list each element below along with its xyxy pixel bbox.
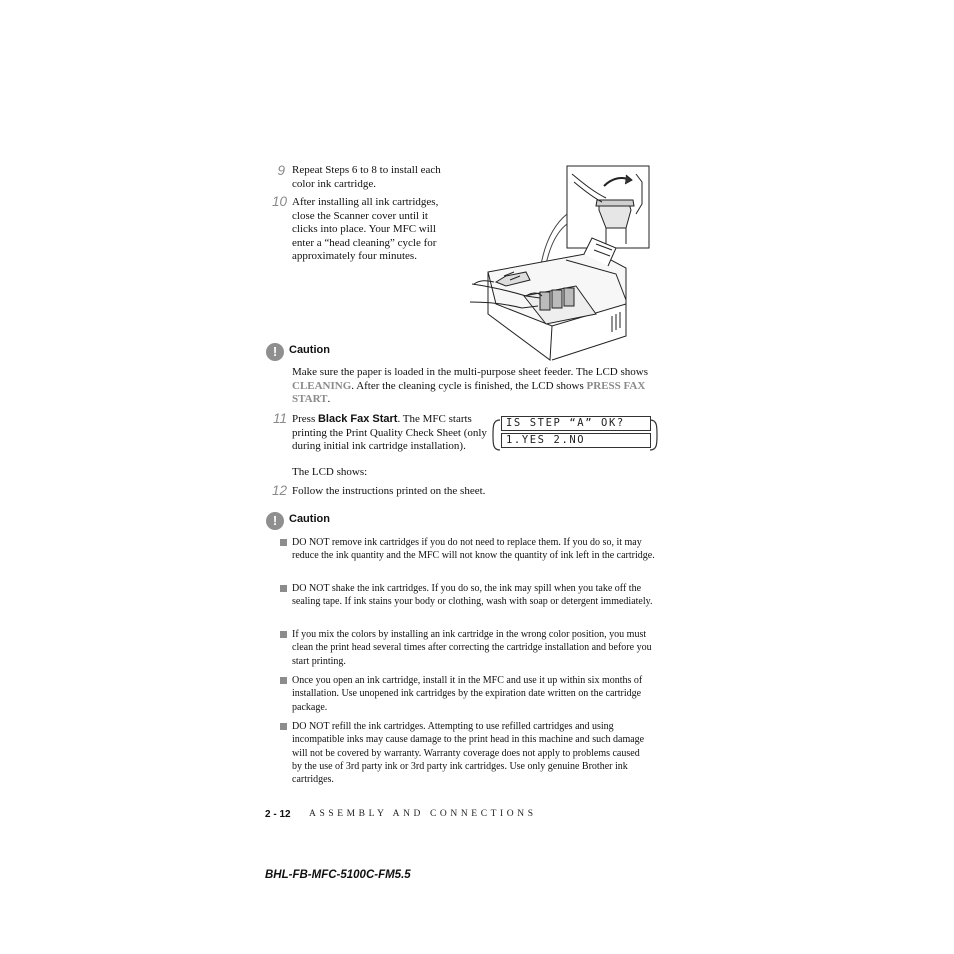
lcd-line-2: 1.YES 2.NO: [501, 433, 651, 448]
black-fax-start-key: Black Fax Start: [317, 413, 398, 425]
lcd-message-press-fax-start: PRESS FAX START: [292, 379, 646, 405]
page-number: 2 - 12: [265, 809, 291, 820]
caution-icon: !: [266, 343, 284, 361]
caution-title: Caution: [289, 344, 330, 356]
lcd-shows-label: The LCD shows:: [292, 466, 368, 478]
caution-title: Caution: [289, 513, 330, 525]
caution-1-text: Make sure the paper is loaded in the multi-purpose sheet feeder. The LCD shows CLEANING. After the cleaning cycle is finished, the LCD shows PRESS FAX START.: [292, 366, 648, 405]
lcd-line-1: IS STEP “A” OK?: [501, 416, 651, 431]
bullet-square: [280, 723, 287, 730]
ink-cartridge-installation-illustration: [466, 164, 660, 362]
bullet-square: [280, 677, 287, 684]
caution-bullet-2: DO NOT shake the ink cartridges. If you do so, the ink may spill when you take off the sealing tape. If ink stains your body or clothing, wash with soap or detergent immediately.: [292, 583, 653, 608]
caution-icon: !: [266, 512, 284, 530]
step-number-11: 11: [272, 411, 287, 426]
caution-bullet-1: DO NOT remove ink cartridges if you do not need to replace them. If you do so, it may reduce the ink quantity and the MFC will not know the quantity of ink left in the cartridge.: [292, 537, 655, 562]
section-title: ASSEMBLY AND CONNECTIONS: [309, 809, 537, 819]
step-number-9: 9: [277, 163, 285, 178]
step-9-text: Repeat Steps 6 to 8 to install each color ink cartridge.: [292, 164, 441, 190]
step-12-text: Follow the instructions printed on the sheet.: [292, 485, 486, 497]
caution-bullet-4: Once you open an ink cartridge, install it in the MFC and use it up within six months of installation. Use unopened ink cartridges by the expiration date written on the cartridge package.: [292, 675, 643, 713]
step-number-10: 10: [271, 194, 287, 209]
bullet-square: [280, 631, 287, 638]
lcd-message-cleaning: CLEANING: [292, 379, 352, 392]
step-number-12: 12: [271, 483, 287, 498]
bullet-square: [280, 585, 287, 592]
caution-bullet-5: DO NOT refill the ink cartridges. Attempting to use refilled cartridges and using incompatible inks may cause damage to the print head in this machine and such damage will not be covered by warranty. Warranty coverage does not apply to problems caused by the use of 3rd party ink or 3rd party ink cartridges. Use only genuine Brother ink cartridges.: [292, 721, 645, 786]
step-11-text: Press Black Fax Start. The MFC starts printing the Print Quality Check Sheet (only during initial ink cartridge installation).: [292, 413, 487, 452]
bullet-square: [280, 539, 287, 546]
step-10-text: After installing all ink cartridges, close the Scanner cover until it clicks into place. Your MFC will enter a “head cleaning” cycle for approximately four minutes.: [292, 196, 439, 262]
document-id: BHL-FB-MFC-5100C-FM5.5: [265, 869, 411, 881]
caution-bullet-3: If you mix the colors by installing an ink cartridge in the wrong color position, you must clean the print head several times after correcting the cartridge installation and before you start printing.: [292, 629, 652, 667]
